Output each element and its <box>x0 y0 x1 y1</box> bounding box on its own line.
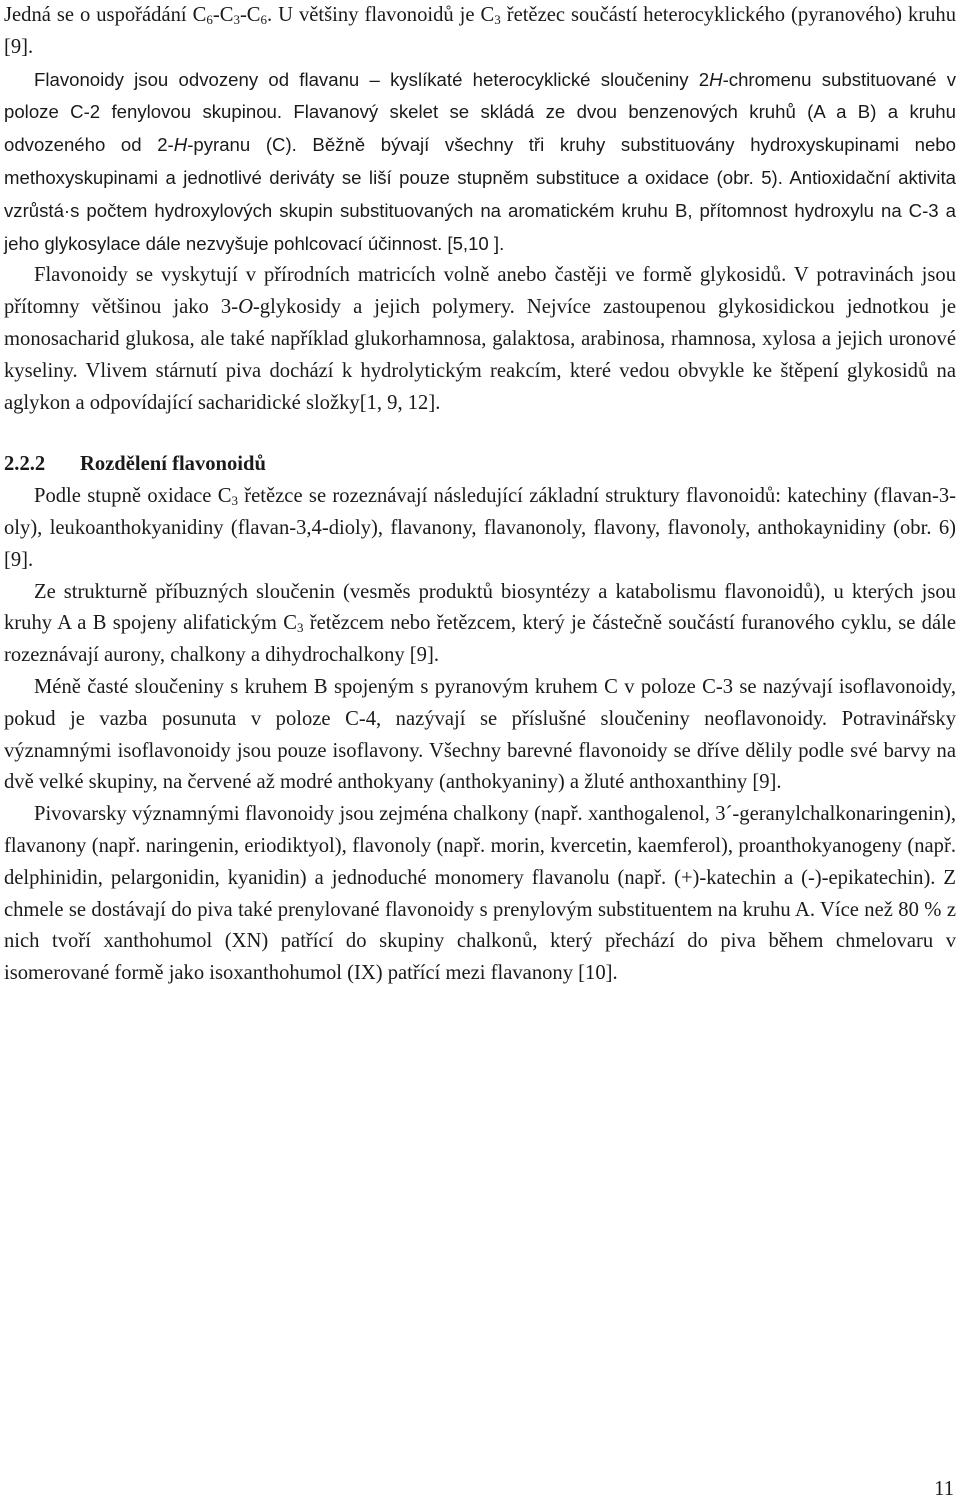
subscript: 6 <box>260 12 268 27</box>
spacer <box>4 419 956 449</box>
paragraph-2 <box>4 64 956 261</box>
subscript: 3 <box>231 493 238 509</box>
text: Méně časté sloučeniny s kruhem B spojeným s pyranovým kruhem C v poloze C-3 se nazývají isoflavonoidy, pokud je vazba posunuta v poloze C-4, nazývají se příslušné sloučeniny neoflavonoidy. Potravinářsky významnými isoflavonoidy jsou pouze isoflavony. Všechny barevné flavonoidy se dříve dělily podle své barvy na dvě velké skupiny, na červené až modré anthokyany (anthokyaniny) a žluté anthoxanthiny [9]. <box>4 675 956 794</box>
text: -pyranu (C). <box>187 134 297 156</box>
paragraph-4 <box>4 481 956 576</box>
document-page <box>4 0 956 990</box>
paragraph-1 <box>4 0 956 64</box>
subscript: 3 <box>233 12 240 27</box>
italic-text: O <box>238 296 253 319</box>
text: -glykosidy a jejich polymery. <box>252 296 515 319</box>
text: . U většiny flavonoidů je C <box>267 4 495 26</box>
text: Pivovarsky významnými flavonoidy jsou zejména chalkony (např. xanthogalenol, 3´-geranylchalkonaringenin), flavanony (např. naringenin, eriodiktyol), flavonoly (např. morin, kvercetin, kaemferol), proanthokyanogeny (např. delphinidin, pelargonidin, kyanidin) a jednoduché monomery flavanolu (např. (+)-katechin a (-)-epikatechin). Z chmele se dostávají do piva také prenylované flavonoidy s prenylovým substituentem na kruhu A. Více než 80 % z nich tvoří xanthohumol (XN) patřící do skupiny chalkonů, který přechází do piva během chmelovaru v isomerované formě jako isoxanthohumol (IX) patřící mezi flavanony [10]. <box>4 803 956 985</box>
text: řetězcem nebo řetězcem, který je částečně součástí furanového cyklu, se dále rozeznávají aurony, chalkony a dihydrochalkony [9]. <box>4 612 956 667</box>
text: Podle stupně oxidace C <box>34 485 232 508</box>
page-number: 11 <box>934 1478 954 1500</box>
text: Ze strukturně příbuzných sloučenin (vesměs produktů biosyntézy a katabolismu flavonoidů), u kterých jsou kruhy A a B spojeny alifatickým C <box>4 580 956 635</box>
subscript: 6 <box>206 12 213 27</box>
section-number: 2.2.2 <box>4 453 46 476</box>
text: Běžně bývají všechny tři kruhy substituovány hydroxyskupinami nebo methoxyskupinami a jednotlivé deriváty se liší pouze stupněm substituce a oxidace (obr. 5). <box>4 134 956 188</box>
text: Jedná se o uspořádání C <box>4 4 207 26</box>
subscript: 3 <box>494 12 501 27</box>
section-heading <box>4 449 956 481</box>
paragraph-6 <box>4 672 956 799</box>
text: -C <box>212 4 234 26</box>
text: řetězec součástí heterocyklického (pyranového) kruhu [9]. <box>4 4 957 58</box>
subscript: 3 <box>296 620 304 636</box>
text: Antioxidační aktivita vzrůstá·s počtem hydroxylových skupin substituovaných na aromatickém kruhu B, přítomnost hydroxylu na C-3 a jeho glykosylace dále nezvyšuje pohlcovací účinnost. [5,10 ]. <box>4 166 956 254</box>
text: Flavonoidy jsou odvozeny od flavanu – kyslíkaté heterocyklické sloučeniny 2 <box>34 68 710 90</box>
section-title: Rozdělení flavonoidů <box>80 453 266 476</box>
text: Flavonoidy se vyskytují v přírodních matricích volně anebo častěji ve formě glykosidů. V potravinách jsou přítomny většinou jako 3- <box>4 264 956 319</box>
paragraph-3 <box>4 260 956 419</box>
text: řetězce se rozeznávají následující základní struktury flavonoidů: katechiny (flavan-3-oly), leukoanthokyanidiny (flavan-3,4-dioly), flavanony, flavanonoly, flavony, flavonoly, anthokaynidiny (obr. 6) [9]. <box>4 485 956 571</box>
text: -chromenu substituované v poloze C-2 fenylovou skupinou. Flavanový skelet se skládá ze dvou benzenových kruhů (A a B) a kruhu odvozeného od 2- <box>4 68 956 156</box>
paragraph-7 <box>4 799 956 990</box>
text: -C <box>239 4 261 26</box>
paragraph-5 <box>4 577 956 672</box>
italic-text: H <box>173 134 188 156</box>
italic-text: H <box>709 68 723 90</box>
text: Nejvíce zastoupenou glykosidickou jednotkou je monosacharid glukosa, ale také například glukorhamnosa, galaktosa, arabinosa, rhamnosa, xylosa a jejich uronové kyseliny. Vlivem stárnutí piva dochází k hydrolytickým reakcím, které vedou obvykle ke štěpení glykosidů na aglykon a odpovídající sacharidické složky[1, 9, 12]. <box>4 296 957 414</box>
